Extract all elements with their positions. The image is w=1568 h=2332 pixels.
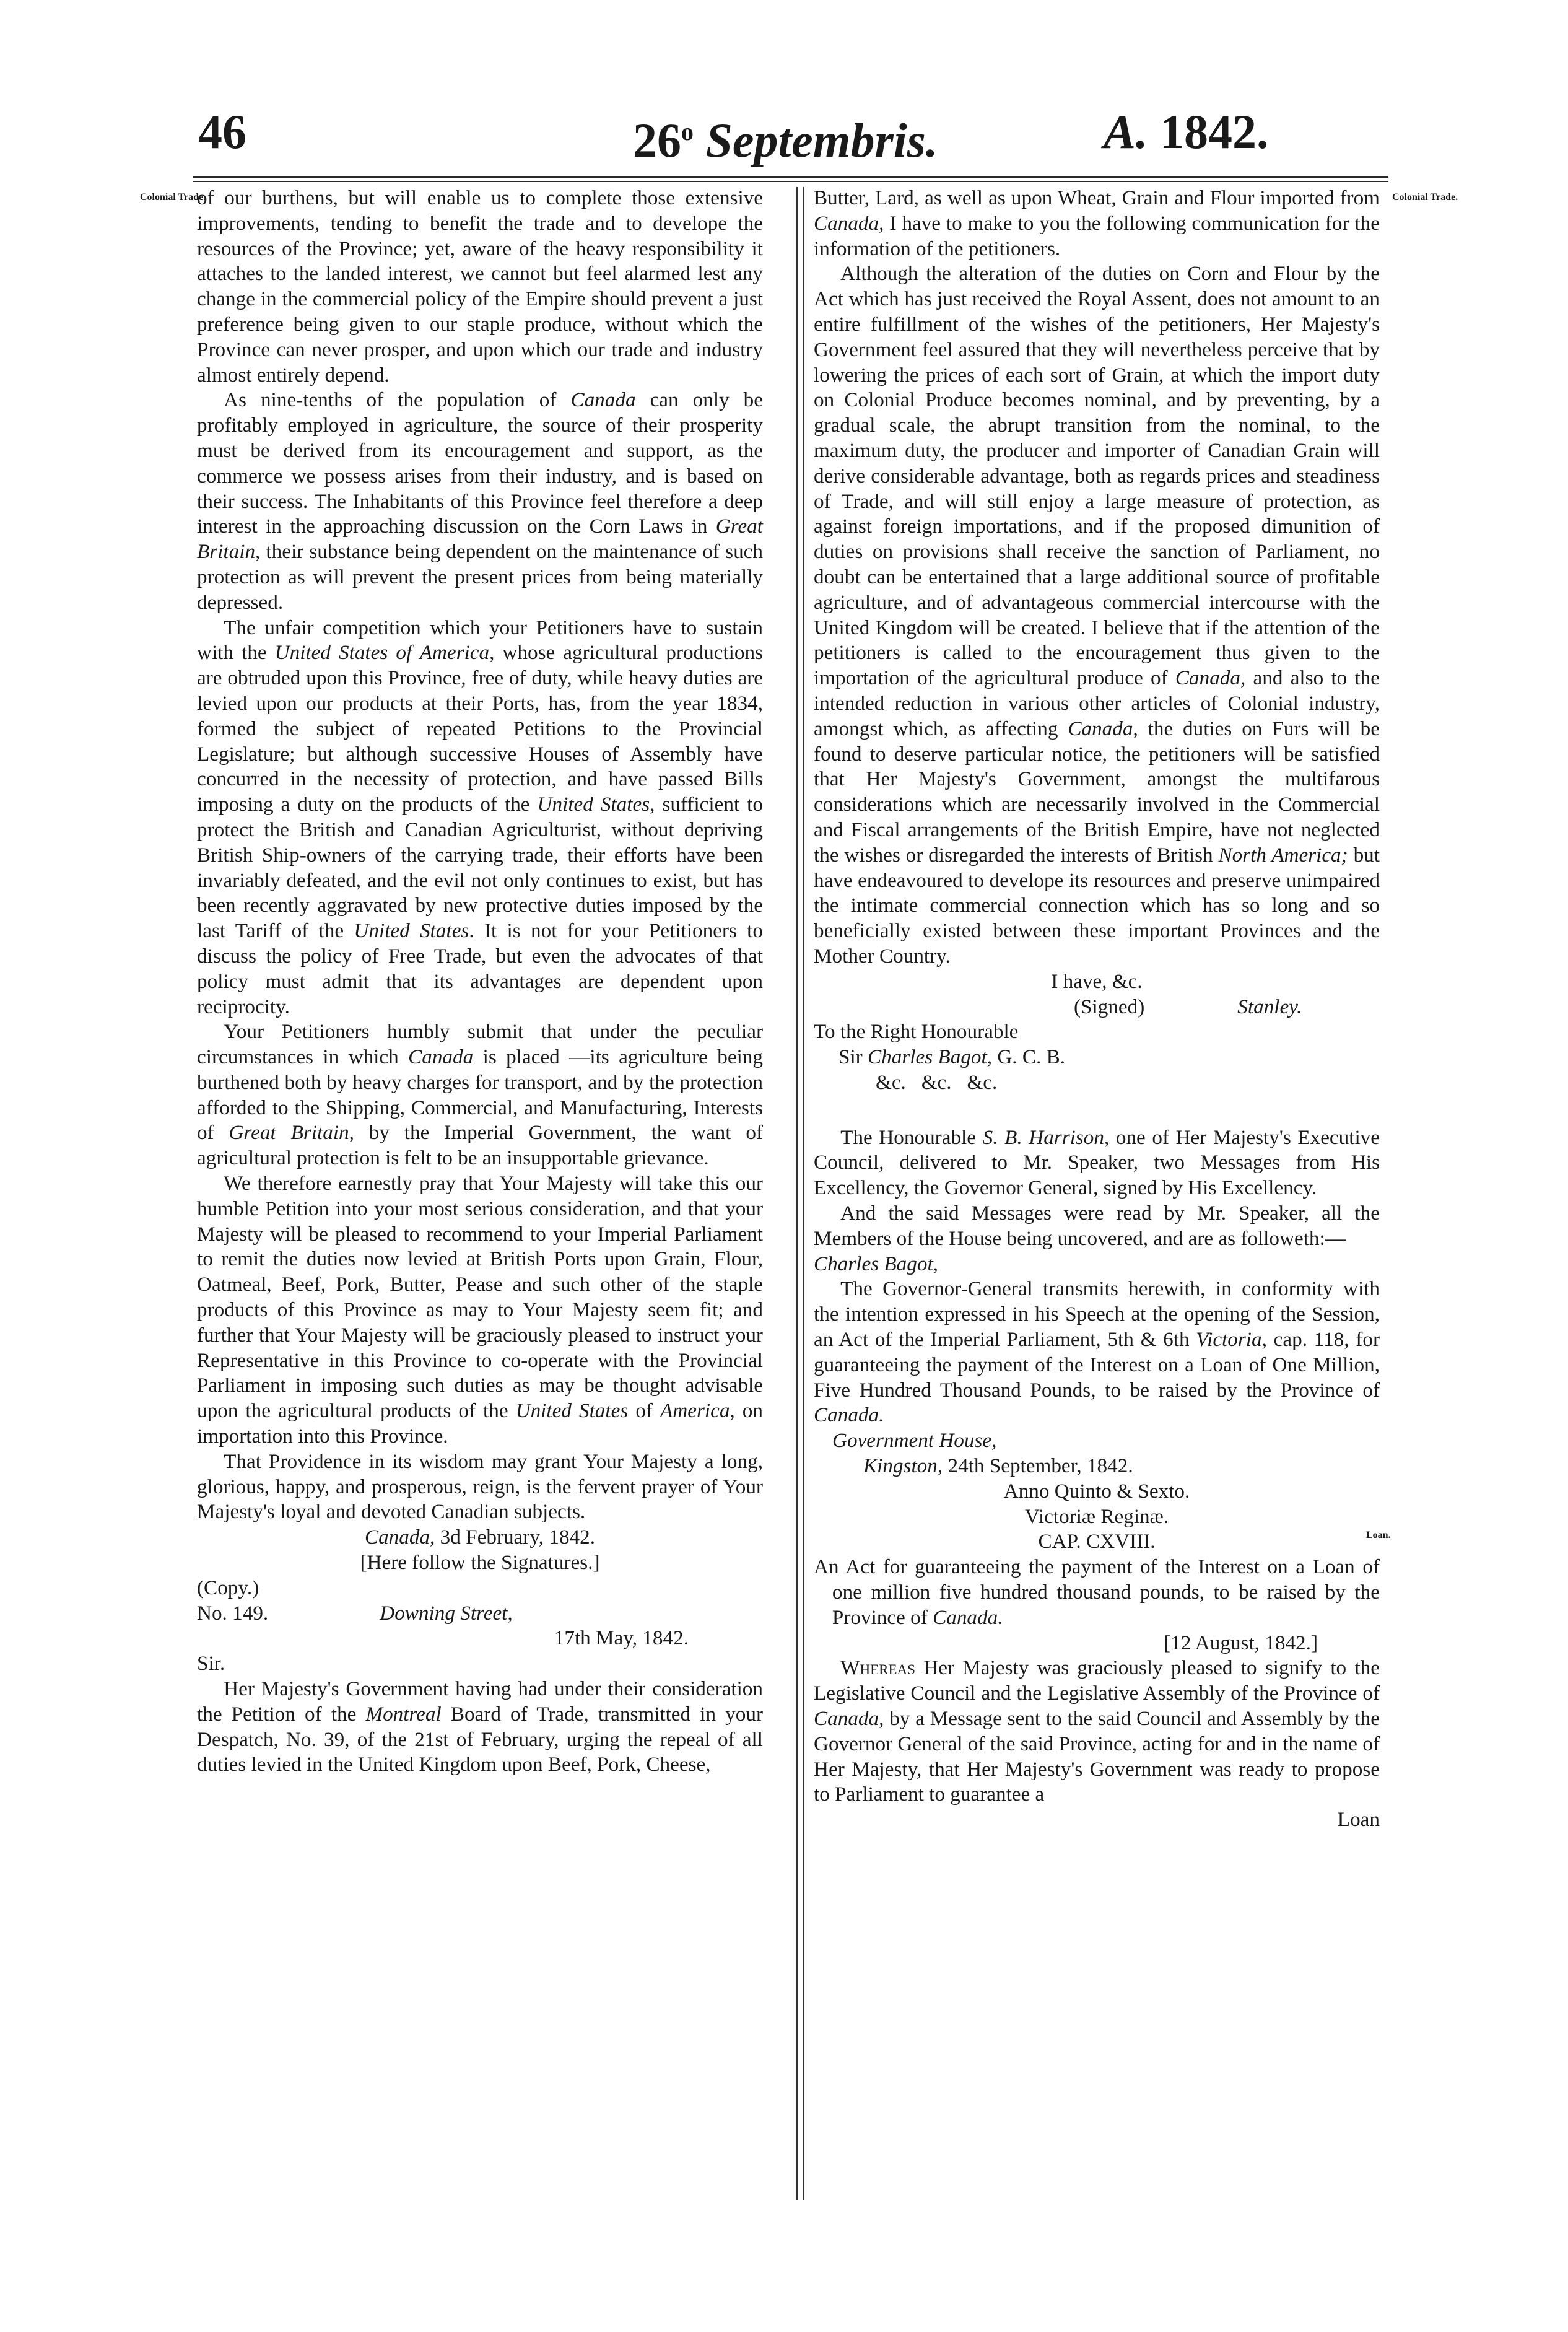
copy-label: (Copy.) xyxy=(197,1576,259,1599)
despatch-number: No. 149. xyxy=(197,1601,269,1625)
margin-note-loan: Loan. xyxy=(1366,1530,1391,1540)
column-divider xyxy=(796,187,804,2200)
page-header xyxy=(0,0,1568,173)
date-month: Septembris. xyxy=(705,113,938,167)
petition-paragraph-2: As nine-tenths of the population of Canada can only be profitably employed in agriculture, the source of their prosperity must be derived from its encouragement and support, as the commerce we possess arises from their industry, and is based on their success. The Inhabitants of this Province feel therefore a deep interest in the approaching discussion on the Corn Laws in Great Britain, their substance being dependent on the maintenance of such protection as will prevent the present prices from being materially depressed. xyxy=(197,388,763,614)
petition-paragraph-6: That Providence in its wisdom may grant Your Majesty a long, glorious, happy, and prosperous, reign, is the fervent prayer of Your Majesty's loyal and devoted Canadian subjects. xyxy=(197,1449,763,1524)
proceedings-paragraph-1: The Honourable S. B. Harrison, one of Her Majesty's Executive Council, delivered to Mr. Speaker, two Messages from His Excellency, the Governor General, signed by His Excellency. xyxy=(814,1125,1380,1200)
catchword: Loan xyxy=(1337,1808,1380,1832)
salutation: Sir. xyxy=(197,1652,225,1675)
petition-paragraph-4: Your Petitioners humbly submit that under the peculiar circumstances in which Canada is placed —its agriculture being burthened both by heavy charges for transport, and by the protection afforded to the Shipping, Commercial, and Manufacturing, Interests of Great Britain, by the Imperial Government, the want of agricultural protection is felt to be an insupportable grievance. xyxy=(197,1020,763,1170)
right-column xyxy=(814,186,1380,1833)
message-dateline: Kingston, 24th September, 1842. xyxy=(863,1454,1133,1478)
margin-note-colonial-trade-left: Colonial Trade. xyxy=(140,192,206,203)
date-day: 26 xyxy=(633,113,681,167)
act-regnal-year: Anno Quinto & Sexto. xyxy=(1003,1479,1190,1503)
message-paragraph: The Governor-General transmits herewith, in conformity with the intention expressed in his Speech at the opening of the Session, an Act of the Imperial Parliament, 5th & 6th Victoria, cap. 118, for guaranteeing the payment of the Interest on a Loan of One Million, Five Hundred Thousand Pounds, to be raised by the Province of Canada. xyxy=(814,1277,1380,1427)
addressee-line-2: Sir Charles Bagot, G. C. B. xyxy=(838,1046,1066,1069)
act-title: An Act for guaranteeing the payment of the Interest on a Loan of one million five hundred thousand pounds, to be raised by the Province of Canada. xyxy=(814,1555,1380,1629)
petition-paragraph-5: We therefore earnestly pray that Your Majesty will take this our humble Petition into your most serious consideration, and that your Majesty will be pleased to recommend to your Imperial Parliament to remit the duties now levied at British Ports upon Grain, Flour, Oatmeal, Beef, Pork, Butter, Pease and such other of the staple products of this Province as may to Your Majesty seem fit; and further that Your Majesty will be graciously pleased to instruct your Representative in this Province to co-operate with the Provincial Parliament in imposing such duties as may be thought advisable upon the agricultural products of the United States of America, on importation into this Province. xyxy=(197,1172,763,1448)
proceedings-paragraph-2: And the said Messages were read by Mr. Speaker, all the Members of the House being uncovered, and are as followeth:— xyxy=(814,1202,1380,1250)
page-number: 46 xyxy=(198,105,246,159)
act-reign: Victoriæ Reginæ. xyxy=(1024,1504,1169,1528)
date-heading xyxy=(633,104,938,168)
petition-dateline: Canada, 3d February, 1842. xyxy=(364,1526,596,1549)
despatch-paragraph-2: Although the alteration of the duties on Corn and Flour by the Act which has just received the Royal Assent, does not amount to an entire fulfillment of the wishes of the petitioners, Her Majesty's Government feel assured that they will nevertheless perceive that by lowering the prices of each sort of Grain, at which the import duty on Colonial Produce becomes nominal, and by preventing, by a gradual scale, the abrupt transition from the nominal, to the maximum duty, the producer and importer of Canadian Grain will derive considerable advantage, both as regards prices and steadiness of Trade, and will still enjoy a large measure of protection, as against foreign importations, and if the proposed dimunition of duties on provisions shall receive the sanction of Parliament, no doubt can be entertained that a large additional source of profitable agriculture, and of advantageous commercial intercourse with the United Kingdom will be created. I believe that if the attention of the petitioners is called to the encouragement thus given to the importation of the agricultural produce of Canada, and also to the intended reduction in various other articles of Colonial industry, amongst which, as affecting Canada, the duties on Furs will be found to deserve particular notice, the petitioners will be satisfied that Her Majesty's Government, amongst the multifarous considerations which are necessarily involved in the Commercial and Fiscal arrangements of the British Empire, have not neglected the wishes or disregarded the interests of British North America; but have endeavoured to develope its resources and preserve unimpaired the intimate commercial connection which has so long and so beneficially existed between these important Provinces and the Mother Country. xyxy=(814,262,1380,967)
margin-note-colonial-trade-right: Colonial Trade. xyxy=(1392,192,1458,203)
act-chapter: CAP. CXVIII. xyxy=(1038,1530,1156,1553)
header-rule xyxy=(193,176,1388,178)
year-heading xyxy=(1104,104,1269,160)
despatch-paragraph-1: Her Majesty's Government having had under their consideration the Petition of the Montreal Board of Trade, transmitted in your Despatch, No. 39, of the 21st of February, urging the repeal of all duties levied in the United Kingdom upon Beef, Pork, Cheese, xyxy=(197,1677,763,1776)
addressee-line-1: To the Right Honourable xyxy=(814,1020,1019,1044)
act-preamble: Whereas Her Majesty was graciously pleased to signify to the Legislative Council and the Legislative Assembly of the Province of Canada, by a Message sent to the said Council and Assembly by the Governor General of the said Province, acting for and in the name of Her Majesty, that Her Majesty's Government was ready to propose to Parliament to guarantee a xyxy=(814,1656,1380,1806)
addressee-line-3: &c. &c. &c. xyxy=(876,1070,998,1094)
signatures-note: [Here follow the Signatures.] xyxy=(360,1551,600,1574)
date-ordinal: o xyxy=(681,118,694,146)
despatch-paragraph-1-cont: Butter, Lard, as well as upon Wheat, Grain and Flour imported from Canada, I have to make to you the following communication for the information of the petitioners. xyxy=(814,186,1380,260)
header-rule-thin xyxy=(193,181,1388,182)
year: 1842. xyxy=(1160,105,1269,159)
message-place: Government House, xyxy=(832,1429,997,1452)
despatch-number-line xyxy=(197,1601,763,1627)
petition-paragraph-1: of our burthens, but will enable us to complete those extensive improvements, tending to benefit the trade and to develope the resources of the Province; yet, aware of the heavy responsibility it attaches to the landed interest, we cannot but feel alarmed lest any change in the commercial policy of the Empire should prevent a just preference being given to our staple produce, without which the Province can never prosper, and upon which our trade and industry almost entirely depend. xyxy=(197,186,763,386)
message-signature: Charles Bagot, xyxy=(814,1252,938,1275)
despatch-closing: I have, &c. xyxy=(1051,969,1143,993)
despatch-date: 17th May, 1842. xyxy=(554,1627,689,1650)
act-date: [12 August, 1842.] xyxy=(1164,1631,1318,1654)
year-prefix: A. xyxy=(1104,105,1148,159)
despatch-street: Downing Street, xyxy=(380,1601,513,1625)
left-column xyxy=(197,186,763,1778)
despatch-signature: (Signed) Stanley. xyxy=(1074,995,1302,1018)
petition-paragraph-3: The unfair competition which your Petitioners have to sustain with the United States of America, whose agricultural productions are obtruded upon this Province, free of duty, while heavy duties are levied upon our products at their Ports, has, from the year 1834, formed the subject of repeated Petitions to the Provincial Legislature; but although successive Houses of Assembly have concurred in the necessity of protection, and have passed Bills imposing a duty on the products of the United States, sufficient to protect the British and Canadian Agriculturist, without depriving British Ship-owners of the carrying trade, their efforts have been invariably defeated, and the evil not only continues to exist, but has been recently aggravated by new protective duties imposed by the last Tariff of the United States. It is not for your Petitioners to discuss the policy of Free Trade, but even the advocates of that policy must admit that its advantages are dependent upon reciprocity. xyxy=(197,616,763,1018)
